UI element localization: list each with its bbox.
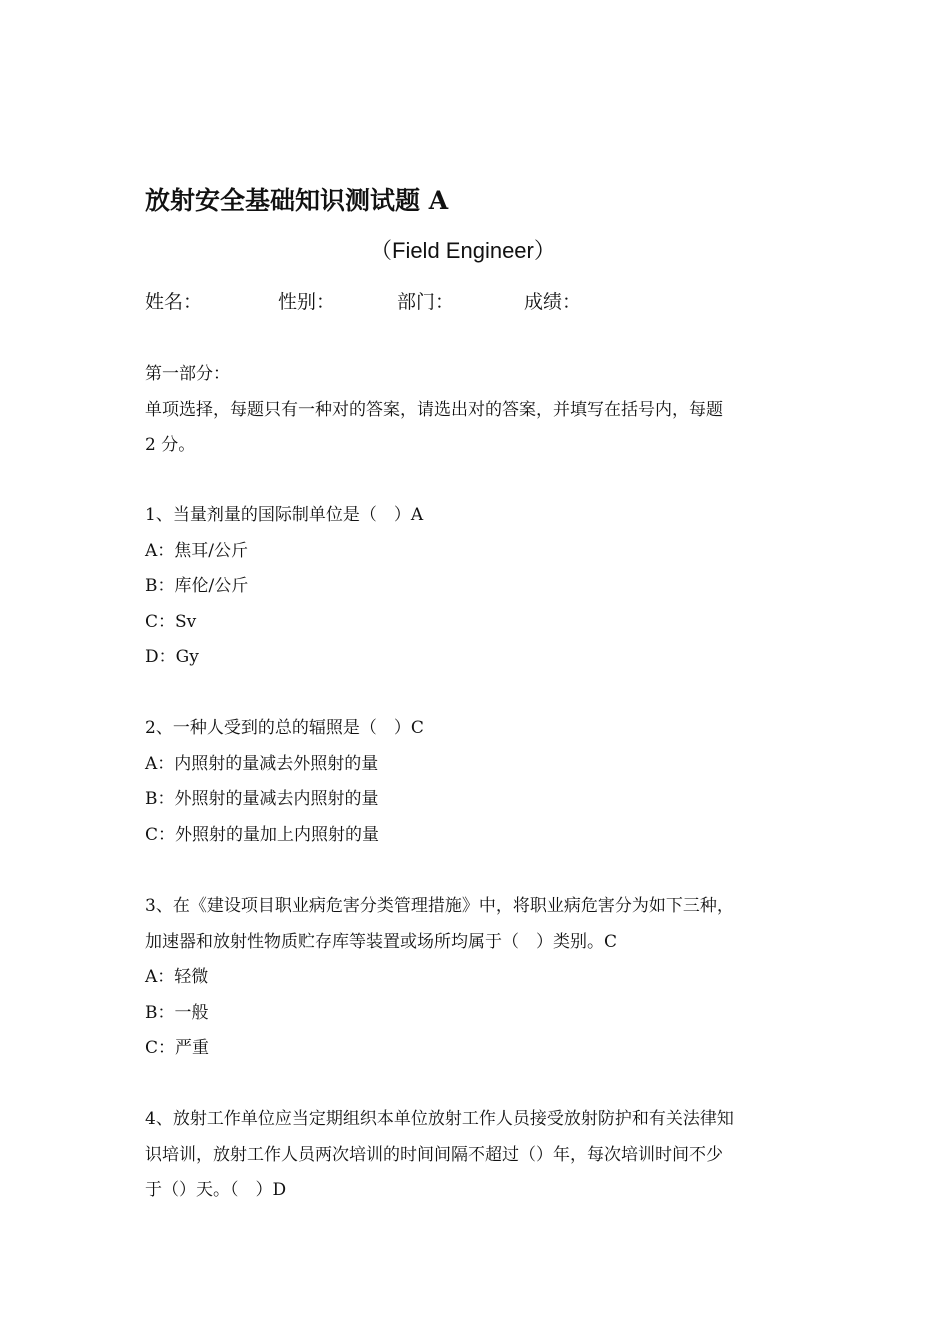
question-text: 4、放射工作单位应当定期组织本单位放射工作人员接受放射防护和有关法律知 [145, 1109, 734, 1129]
answer-option: C：严重 [145, 1038, 210, 1058]
document-title: 放射安全基础知识测试题 A [145, 186, 449, 215]
answer-option: D：Gy [145, 647, 199, 667]
answer-option: A：轻微 [145, 967, 209, 987]
instruction-line: 2 分。 [145, 435, 196, 455]
name-field-label: 姓名： [145, 291, 203, 313]
question-text: 识培训，放射工作人员两次培训的时间间隔不超过（）年，每次培训时间不少 [145, 1144, 723, 1165]
document-subtitle: （Field Engineer） [370, 238, 556, 263]
instruction-line: 单项选择，每题只有一种对的答案，请选出对的答案，并填写在括号内，每题 [145, 399, 723, 420]
question-text: 2、一种人受到的总的辐照是（ ）C [145, 718, 424, 738]
score-field-label: 成绩： [524, 291, 582, 313]
question-3 [145, 889, 810, 1067]
candidate-info-row [145, 287, 805, 317]
section-heading: 第一部分： [145, 364, 230, 384]
question-text: 3、在《建设项目职业病危害分类管理措施》中，将职业病危害分为如下三种， [145, 896, 734, 916]
answer-option: C：Sv [145, 611, 197, 632]
question-text: 加速器和放射性物质贮存库等装置或场所均属于（ ）类别。C [145, 931, 618, 952]
department-field-label: 部门： [397, 291, 455, 313]
gender-field-label: 性别： [278, 291, 336, 313]
question-4 [145, 1102, 810, 1209]
answer-option: A：焦耳/公斤 [145, 540, 249, 561]
answer-option: C：外照射的量加上内照射的量 [145, 824, 380, 845]
question-text: 于（）天。（ ）D [145, 1180, 287, 1200]
answer-option: B：库伦/公斤 [145, 576, 249, 596]
answer-option: B：外照射的量减去内照射的量 [145, 789, 379, 809]
question-1 [145, 498, 810, 676]
section-intro [145, 357, 810, 464]
question-2 [145, 711, 810, 853]
answer-option: B：一般 [145, 1002, 209, 1023]
answer-option: A：内照射的量减去外照射的量 [145, 753, 379, 774]
question-text: 1、当量剂量的国际制单位是（ ）A [145, 505, 424, 525]
